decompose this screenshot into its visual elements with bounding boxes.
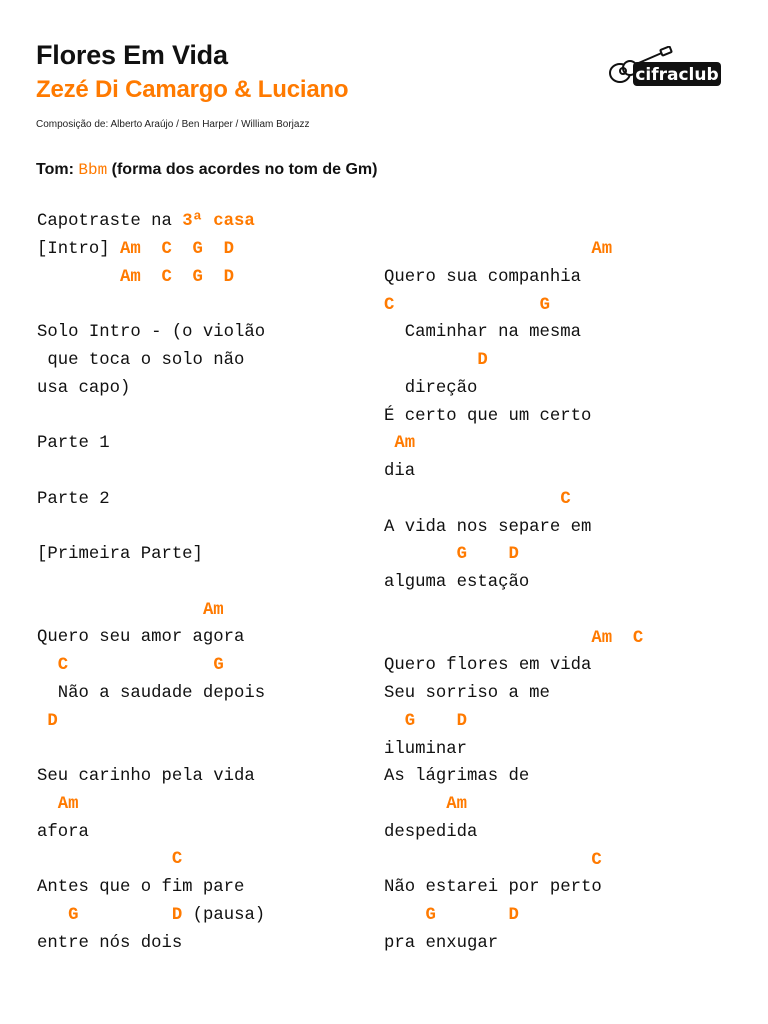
chord[interactable]: Am C G D	[119, 267, 235, 287]
lyric-line	[37, 375, 265, 403]
lyric-line	[37, 819, 265, 847]
chord-line	[37, 708, 265, 736]
lyric-text	[384, 351, 477, 370]
lyric-text	[37, 795, 58, 814]
lyric-text: Não a saudade depois	[37, 683, 266, 703]
chord[interactable]: C	[57, 656, 69, 675]
lyric-text	[37, 906, 68, 925]
lyric-text	[384, 851, 591, 870]
chord[interactable]: G	[425, 906, 436, 925]
song-title: Flores Em Vida	[36, 40, 228, 70]
key-note: (forma dos acordes no tom de Gm)	[111, 161, 378, 178]
chord[interactable]: 3ª casa	[182, 212, 255, 231]
right-lyrics-column	[384, 236, 643, 958]
lyric-text: Antes que o fim pare	[37, 878, 245, 897]
lyric-text: direção	[384, 378, 478, 398]
chord[interactable]: D	[477, 351, 488, 370]
lyric-text	[394, 296, 539, 315]
lyric-text: usa capo)	[37, 378, 131, 398]
lyric-text: Parte 1	[37, 434, 110, 453]
chord[interactable]: C	[632, 628, 644, 648]
lyric-text: alguma estação	[384, 573, 530, 592]
chord[interactable]: Am	[202, 600, 224, 620]
lyric-line	[384, 874, 643, 902]
chord-line	[37, 902, 265, 930]
lyric-text: entre nós dois	[37, 933, 183, 953]
lyric-text	[384, 434, 394, 453]
lyric-line	[37, 680, 265, 708]
chord-line	[384, 708, 643, 736]
lyric-text	[37, 712, 47, 731]
chord[interactable]: Am	[57, 794, 79, 814]
lyric-line	[384, 569, 643, 597]
chord-line	[37, 208, 265, 236]
lyric-text: Quero sua companhia	[384, 267, 582, 287]
lyric-text	[384, 795, 446, 814]
chord[interactable]: C	[171, 850, 183, 870]
lyric-text	[415, 712, 456, 731]
key-value[interactable]: Bbm	[78, 161, 108, 179]
lyric-text: Parte 2	[37, 489, 110, 509]
lyric-line	[384, 264, 643, 292]
lyric-text	[37, 268, 120, 287]
key-label: Tom:	[36, 161, 74, 178]
chord-line	[384, 625, 643, 653]
lyric-line	[37, 763, 265, 791]
lyric-text	[37, 850, 172, 869]
lyric-text	[612, 629, 633, 648]
logo-text: cifraclub	[635, 65, 719, 85]
lyric-line	[384, 763, 643, 791]
key-line	[36, 161, 377, 179]
chord-line	[384, 902, 643, 930]
lyric-line	[37, 486, 265, 514]
chord-line	[384, 847, 643, 875]
chord-line	[37, 236, 265, 264]
lyric-line	[384, 736, 643, 764]
lyric-line	[384, 319, 643, 347]
lyric-line	[37, 319, 265, 347]
chord[interactable]: Am	[394, 434, 416, 454]
chord-line	[384, 791, 643, 819]
lyric-line	[384, 819, 643, 847]
guitar-icon	[606, 46, 722, 92]
lyric-text: Seu carinho pela vida	[37, 767, 255, 786]
lyric-text	[384, 545, 457, 564]
lyric-line	[384, 514, 643, 542]
lyric-text: Solo Intro - (o violão	[37, 323, 266, 342]
chord[interactable]: G	[68, 905, 79, 925]
lyric-line	[37, 874, 265, 902]
chord[interactable]: G	[539, 295, 550, 315]
chord-line	[384, 292, 643, 320]
lyric-line	[384, 652, 643, 680]
chord[interactable]: Am	[591, 240, 613, 259]
lyric-text: Caminhar na mesma	[384, 323, 582, 343]
chord-line	[384, 236, 643, 264]
lyric-line	[37, 430, 265, 458]
lyric-text: que toca o solo não	[37, 350, 245, 370]
chord[interactable]: C	[591, 850, 602, 870]
lyric-text: As lágrimas de	[384, 767, 530, 787]
blank-line	[37, 735, 265, 763]
chord[interactable]: D	[171, 905, 183, 925]
chord[interactable]: Am C G D	[119, 239, 235, 259]
blank-line	[37, 402, 265, 430]
cifraclub-logo	[606, 46, 722, 92]
lyric-text: despedida	[384, 822, 478, 842]
chord-line	[37, 846, 265, 874]
chord[interactable]: G	[213, 656, 224, 675]
lyric-text	[79, 906, 172, 925]
lyric-text: [Primeira Parte]	[37, 545, 203, 564]
lyric-text: A vida nos separe em	[384, 517, 592, 537]
lyric-text	[384, 240, 591, 259]
chord-line	[384, 347, 643, 375]
chord[interactable]: D	[47, 711, 58, 731]
lyric-text	[384, 712, 405, 731]
lyric-text	[68, 656, 213, 675]
chord-line	[384, 430, 643, 458]
chord[interactable]: Am	[446, 795, 467, 814]
lyric-line	[384, 403, 643, 431]
blank-line	[384, 597, 643, 625]
lyric-text: dia	[384, 462, 416, 481]
lyric-line	[384, 375, 643, 403]
blank-line	[37, 458, 265, 486]
lyric-line	[384, 458, 643, 486]
lyric-text	[384, 629, 591, 648]
lyric-text: Quero flores em vida	[384, 656, 592, 676]
lyric-text	[37, 656, 58, 675]
lyric-text	[37, 601, 203, 620]
lyric-text: Quero seu amor agora	[37, 628, 245, 648]
lyric-text: É certo que um certo	[384, 406, 592, 426]
lyric-line	[37, 930, 265, 958]
composer-credit: Composição de: Alberto Araújo / Ben Harper / William Borjazz	[36, 119, 310, 130]
lyric-text	[384, 906, 425, 925]
chord-line	[37, 652, 265, 680]
lyric-text	[467, 545, 508, 564]
lyric-text: pra enxugar	[384, 933, 499, 953]
chord-line	[384, 486, 643, 514]
lyric-text: [Intro]	[37, 239, 120, 259]
lyric-text: Não estarei por perto	[384, 878, 602, 898]
left-lyrics-column	[37, 208, 265, 957]
chord[interactable]: Am	[591, 628, 613, 648]
lyric-text	[384, 490, 560, 509]
chord-line	[384, 541, 643, 569]
lyric-text: Seu sorriso a me	[384, 684, 550, 703]
lyric-text: Capotraste na	[37, 212, 183, 231]
lyric-line	[384, 930, 643, 958]
chord-line	[37, 264, 265, 292]
artist-name: Zezé Di Camargo & Luciano	[36, 76, 349, 103]
lyric-text: afora	[37, 822, 89, 842]
blank-line	[37, 291, 265, 319]
blank-line	[37, 513, 265, 541]
chord[interactable]: D	[508, 906, 519, 925]
lyric-line	[384, 680, 643, 708]
chord[interactable]: G	[404, 711, 416, 731]
lyric-text: (pausa)	[182, 905, 266, 925]
lyric-line	[37, 347, 265, 375]
chord-line	[37, 791, 265, 819]
lyric-text: iluminar	[384, 739, 467, 759]
blank-line	[37, 569, 265, 597]
lyric-line	[37, 624, 265, 652]
chord[interactable]: D	[508, 545, 519, 565]
chord[interactable]: G	[456, 545, 467, 565]
chord[interactable]: D	[456, 711, 467, 731]
lyric-line	[37, 541, 265, 569]
chord[interactable]: C	[384, 295, 395, 315]
chord-line	[37, 597, 265, 625]
chord[interactable]: C	[560, 489, 571, 509]
lyric-text	[436, 906, 509, 925]
